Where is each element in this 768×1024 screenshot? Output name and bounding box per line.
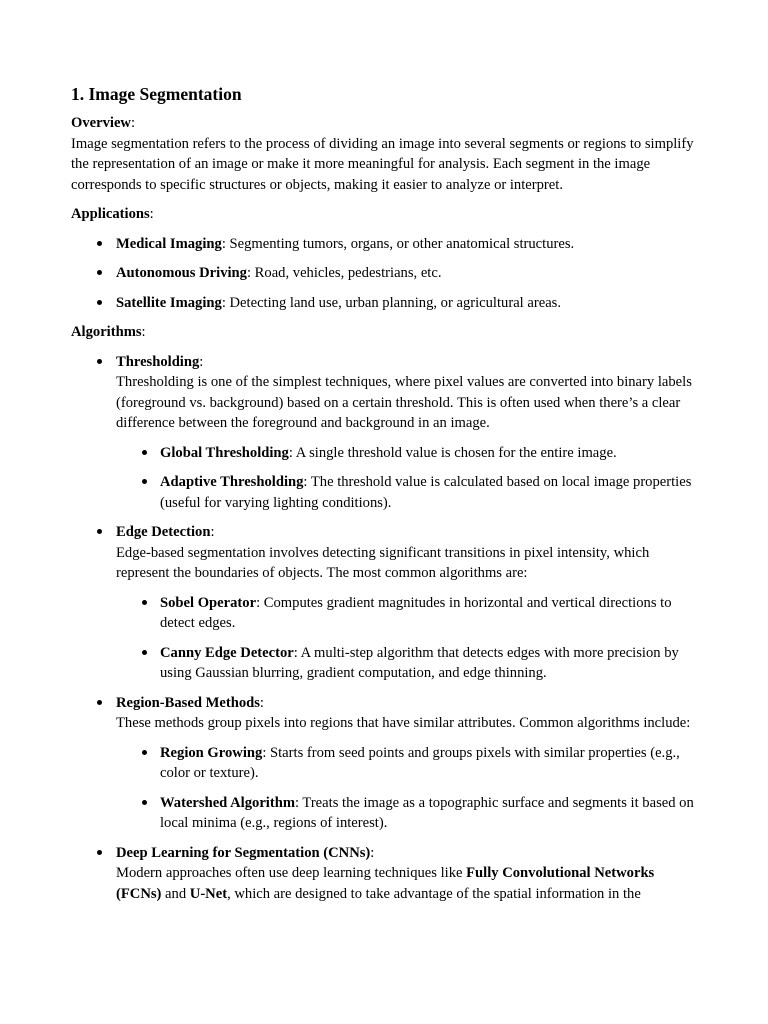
item-term: Adaptive Thresholding <box>160 474 304 490</box>
item-title-line: Region-Based Methods: <box>116 694 264 711</box>
item-term: Medical Imaging <box>116 235 222 252</box>
item-term: Canny Edge Detector <box>160 644 294 661</box>
list-item <box>71 293 697 314</box>
algorithms-label-line: Algorithms: <box>71 324 146 340</box>
overview-label: Overview <box>71 115 131 131</box>
item-desc-text: and <box>161 885 190 902</box>
item-term: Thresholding <box>116 353 200 370</box>
item-desc: These methods group pixels into regions that have similar attributes. Common algorithms include: <box>116 715 691 731</box>
sub-list <box>116 593 697 684</box>
item-title-line: Thresholding: <box>116 353 204 370</box>
item-desc: : Computes gradient magnitudes in horizontal and vertical directions to detect edges. <box>160 594 672 631</box>
item-desc-text: Modern approaches often use deep learning techniques like <box>116 865 467 881</box>
list-item <box>71 234 697 255</box>
item-desc: : Road, vehicles, pedestrians, etc. <box>246 265 442 281</box>
item-desc-text: , which are designed to take advantage of the spatial information in the <box>227 885 641 902</box>
item-term: Watershed Algorithm <box>160 794 295 811</box>
item-desc: : A single threshold value is chosen for the entire image. <box>288 444 617 461</box>
item-term: Autonomous Driving <box>116 265 247 281</box>
item-term: Global Thresholding <box>160 444 289 461</box>
item-title-line: Deep Learning for Segmentation (CNNs): <box>116 844 375 861</box>
sub-list <box>116 743 697 834</box>
sub-list-item <box>116 793 697 834</box>
item-desc: : Starts from seed points and groups pixels with similar properties (e.g., color or texture). <box>160 744 680 781</box>
item-term: Region-Based Methods <box>116 694 260 711</box>
sub-list <box>116 443 697 514</box>
applications-list <box>71 234 697 314</box>
item-desc: : A multi-step algorithm that detects edges with more precision by using Gaussian blurring, gradient computation, and edge thinning. <box>160 644 679 681</box>
overview-label-line: Overview: <box>71 115 136 131</box>
sub-list-item <box>116 472 697 513</box>
item-desc: : The threshold value is calculated based on local image properties (useful for varying lighting conditions). <box>160 474 692 511</box>
sub-list-item <box>116 443 697 464</box>
item-desc: : Treats the image as a topographic surface and segments it based on local minima (e.g., regions of interest). <box>160 794 694 831</box>
sub-list-item <box>116 743 697 784</box>
item-desc: : Detecting land use, urban planning, or agricultural areas. <box>221 294 561 311</box>
item-desc <box>116 863 697 904</box>
item-term: Deep Learning for Segmentation (CNNs) <box>116 844 371 861</box>
list-item <box>71 693 697 834</box>
section-heading: 1. Image Segmentation <box>71 84 242 104</box>
sub-list-item <box>116 593 697 634</box>
list-item <box>71 352 697 514</box>
overview-text: Image segmentation refers to the process of dividing an image into several segments or regions to simplify the representation of an image or make it more meaningful for analysis. Each segment in the image corresponds to specific structures or objects, making it easier to analyze or interpret. <box>71 135 694 193</box>
item-desc: Thresholding is one of the simplest techniques, where pixel values are converted into binary labels (foreground vs. background) based on a certain threshold. This is often used when there’s a clear difference between the foreground and background in an image. <box>116 374 692 431</box>
applications-label: Applications <box>71 206 150 222</box>
list-item <box>71 263 697 284</box>
item-term: Edge Detection <box>116 524 211 540</box>
list-item <box>71 522 697 684</box>
applications-label-line: Applications: <box>71 206 154 222</box>
item-term: Sobel Operator <box>160 594 257 611</box>
item-term: Region Growing <box>160 744 263 761</box>
item-desc: Edge-based segmentation involves detecting significant transitions in pixel intensity, which represent the boundaries of objects. The most common algorithms are: <box>116 544 650 581</box>
item-term: Satellite Imaging <box>116 294 222 311</box>
algorithms-list <box>71 352 697 905</box>
sub-list-item <box>116 643 697 684</box>
item-desc: : Segmenting tumors, organs, or other anatomical structures. <box>221 235 575 252</box>
list-item <box>71 843 697 905</box>
bold-term: U-Net <box>189 885 228 902</box>
bold-term: Fully Convolutional Networks (FCNs) <box>116 865 655 902</box>
algorithms-label: Algorithms <box>71 324 142 340</box>
item-title-line: Edge Detection: <box>116 524 215 540</box>
